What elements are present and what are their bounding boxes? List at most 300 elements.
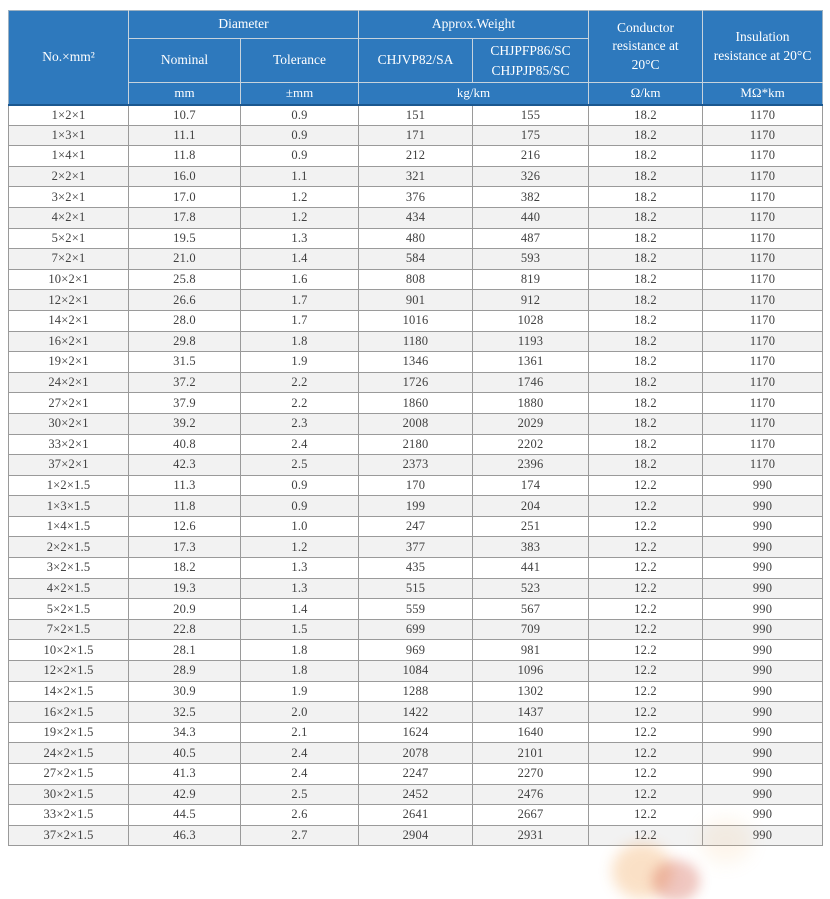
table-cell: 1170 — [703, 290, 823, 311]
table-cell: 19.3 — [129, 578, 241, 599]
table-cell: 24×2×1 — [9, 372, 129, 393]
table-cell: 2.0 — [241, 702, 359, 723]
table-cell: 155 — [473, 105, 589, 126]
table-row — [9, 805, 823, 826]
table-cell: 699 — [359, 619, 473, 640]
table-cell: 990 — [703, 578, 823, 599]
table-cell: 808 — [359, 269, 473, 290]
table-cell: 990 — [703, 681, 823, 702]
table-cell: 5×2×1.5 — [9, 599, 129, 620]
table-cell: 1.3 — [241, 228, 359, 249]
table-cell: 2.4 — [241, 743, 359, 764]
table-row — [9, 784, 823, 805]
table-cell: 2270 — [473, 764, 589, 785]
table-cell: 1170 — [703, 249, 823, 270]
table-cell: 18.2 — [589, 228, 703, 249]
table-cell: 16.0 — [129, 166, 241, 187]
table-cell: 42.9 — [129, 784, 241, 805]
table-cell: 1028 — [473, 310, 589, 331]
table-row — [9, 105, 823, 126]
table-cell: 0.9 — [241, 125, 359, 146]
header-insulation-resistance: Insulation resistance at 20°C — [703, 11, 823, 83]
table-cell: 28.9 — [129, 661, 241, 682]
table-cell: 18.2 — [589, 372, 703, 393]
table-cell: 1624 — [359, 722, 473, 743]
table-cell: 2373 — [359, 455, 473, 476]
header-tolerance: Tolerance — [241, 39, 359, 83]
table-cell: 1096 — [473, 661, 589, 682]
table-cell: 1×4×1.5 — [9, 516, 129, 537]
table-cell: 440 — [473, 207, 589, 228]
table-cell: 14×2×1 — [9, 310, 129, 331]
unit-kg-km: kg/km — [359, 83, 589, 105]
table-row — [9, 599, 823, 620]
table-cell: 42.3 — [129, 455, 241, 476]
table-cell: 204 — [473, 496, 589, 517]
table-cell: 1.9 — [241, 681, 359, 702]
table-cell: 199 — [359, 496, 473, 517]
table-cell: 1170 — [703, 166, 823, 187]
table-cell: 151 — [359, 105, 473, 126]
table-cell: 1170 — [703, 187, 823, 208]
table-cell: 1288 — [359, 681, 473, 702]
table-cell: 12.6 — [129, 516, 241, 537]
unit-mohm-km: MΩ*km — [703, 83, 823, 105]
table-cell: 7×2×1.5 — [9, 619, 129, 640]
table-cell: 523 — [473, 578, 589, 599]
table-cell: 30×2×1.5 — [9, 784, 129, 805]
header-model-chjpfp86 — [473, 39, 589, 83]
table-row — [9, 661, 823, 682]
table-cell: 1170 — [703, 105, 823, 126]
table-cell: 12.2 — [589, 702, 703, 723]
table-row — [9, 249, 823, 270]
table-cell: 33×2×1.5 — [9, 805, 129, 826]
table-cell: 1.7 — [241, 310, 359, 331]
table-cell: 5×2×1 — [9, 228, 129, 249]
table-cell: 44.5 — [129, 805, 241, 826]
table-cell: 28.0 — [129, 310, 241, 331]
table-cell: 990 — [703, 702, 823, 723]
table-cell: 18.2 — [589, 434, 703, 455]
table-cell: 37×2×1.5 — [9, 825, 129, 846]
table-cell: 383 — [473, 537, 589, 558]
table-cell: 2×2×1 — [9, 166, 129, 187]
table-cell: 174 — [473, 475, 589, 496]
table-cell: 16×2×1 — [9, 331, 129, 352]
table-body — [9, 105, 823, 846]
table-cell: 819 — [473, 269, 589, 290]
table-cell: 12.2 — [589, 784, 703, 805]
header-conductor-resistance: Conductor resistance at 20°C — [589, 11, 703, 83]
table-cell: 18.2 — [589, 249, 703, 270]
table-cell: 18.2 — [589, 146, 703, 167]
table-cell: 1084 — [359, 661, 473, 682]
table-cell: 41.3 — [129, 764, 241, 785]
table-cell: 1180 — [359, 331, 473, 352]
table-cell: 18.2 — [589, 413, 703, 434]
table-cell: 709 — [473, 619, 589, 640]
table-cell: 2667 — [473, 805, 589, 826]
table-cell: 559 — [359, 599, 473, 620]
table-row — [9, 187, 823, 208]
table-cell: 990 — [703, 537, 823, 558]
table-cell: 37.2 — [129, 372, 241, 393]
table-cell: 1193 — [473, 331, 589, 352]
table-cell: 46.3 — [129, 825, 241, 846]
table-cell: 12×2×1 — [9, 290, 129, 311]
table-cell: 30×2×1 — [9, 413, 129, 434]
table-row — [9, 516, 823, 537]
table-cell: 1×2×1 — [9, 105, 129, 126]
table-cell: 2247 — [359, 764, 473, 785]
table-cell: 17.8 — [129, 207, 241, 228]
table-cell: 12.2 — [589, 640, 703, 661]
watermark-blob — [652, 860, 700, 899]
table-cell: 12.2 — [589, 619, 703, 640]
table-row — [9, 166, 823, 187]
table-cell: 2931 — [473, 825, 589, 846]
table-cell: 1170 — [703, 146, 823, 167]
table-cell: 33×2×1 — [9, 434, 129, 455]
table-row — [9, 413, 823, 434]
table-cell: 2904 — [359, 825, 473, 846]
table-cell: 37.9 — [129, 393, 241, 414]
table-cell: 18.2 — [589, 290, 703, 311]
table-cell: 382 — [473, 187, 589, 208]
table-cell: 990 — [703, 496, 823, 517]
table-cell: 990 — [703, 722, 823, 743]
table-row — [9, 352, 823, 373]
table-cell: 22.8 — [129, 619, 241, 640]
table-cell: 584 — [359, 249, 473, 270]
table-cell: 480 — [359, 228, 473, 249]
table-cell: 969 — [359, 640, 473, 661]
table-cell: 0.9 — [241, 146, 359, 167]
table-cell: 12.2 — [589, 681, 703, 702]
table-cell: 18.2 — [589, 269, 703, 290]
table-cell: 27×2×1.5 — [9, 764, 129, 785]
table-cell: 18.2 — [129, 558, 241, 579]
table-cell: 321 — [359, 166, 473, 187]
table-row — [9, 125, 823, 146]
table-cell: 12.2 — [589, 475, 703, 496]
table-cell: 34.3 — [129, 722, 241, 743]
table-row — [9, 372, 823, 393]
table-cell: 18.2 — [589, 393, 703, 414]
table-cell: 1302 — [473, 681, 589, 702]
table-cell: 26.6 — [129, 290, 241, 311]
table-cell: 175 — [473, 125, 589, 146]
table-cell: 18.2 — [589, 125, 703, 146]
table-cell: 990 — [703, 558, 823, 579]
table-row — [9, 475, 823, 496]
table-cell: 515 — [359, 578, 473, 599]
table-cell: 1.2 — [241, 187, 359, 208]
table-cell: 10.7 — [129, 105, 241, 126]
table-cell: 12.2 — [589, 599, 703, 620]
table-cell: 1170 — [703, 352, 823, 373]
table-cell: 18.2 — [589, 105, 703, 126]
table-cell: 28.1 — [129, 640, 241, 661]
table-cell: 1170 — [703, 310, 823, 331]
table-cell: 990 — [703, 743, 823, 764]
table-cell: 1.4 — [241, 249, 359, 270]
table-cell: 2476 — [473, 784, 589, 805]
table-cell: 2641 — [359, 805, 473, 826]
table-cell: 2029 — [473, 413, 589, 434]
table-cell: 212 — [359, 146, 473, 167]
table-cell: 1×3×1.5 — [9, 496, 129, 517]
table-cell: 1.2 — [241, 207, 359, 228]
table-cell: 2202 — [473, 434, 589, 455]
table-cell: 12.2 — [589, 825, 703, 846]
table-cell: 1880 — [473, 393, 589, 414]
table-cell: 0.9 — [241, 496, 359, 517]
table-cell: 40.8 — [129, 434, 241, 455]
table-row — [9, 269, 823, 290]
table-cell: 12.2 — [589, 578, 703, 599]
table-cell: 11.8 — [129, 146, 241, 167]
table-cell: 18.2 — [589, 310, 703, 331]
table-cell: 12.2 — [589, 537, 703, 558]
table-cell: 19×2×1 — [9, 352, 129, 373]
table-cell: 30.9 — [129, 681, 241, 702]
table-cell: 17.0 — [129, 187, 241, 208]
table-cell: 17.3 — [129, 537, 241, 558]
table-cell: 2008 — [359, 413, 473, 434]
table-cell: 12.2 — [589, 558, 703, 579]
table-cell: 2×2×1.5 — [9, 537, 129, 558]
table-cell: 326 — [473, 166, 589, 187]
header-model-line2: CHJPJP85/SC — [491, 62, 570, 78]
table-row — [9, 764, 823, 785]
table-row — [9, 331, 823, 352]
table-cell: 18.2 — [589, 166, 703, 187]
table-row — [9, 743, 823, 764]
table-cell: 901 — [359, 290, 473, 311]
table-row — [9, 558, 823, 579]
table-cell: 1016 — [359, 310, 473, 331]
table-cell: 1170 — [703, 228, 823, 249]
table-row — [9, 207, 823, 228]
table-cell: 1.8 — [241, 661, 359, 682]
table-cell: 7×2×1 — [9, 249, 129, 270]
table-cell: 377 — [359, 537, 473, 558]
table-cell: 981 — [473, 640, 589, 661]
table-cell: 990 — [703, 619, 823, 640]
table-cell: 1.7 — [241, 290, 359, 311]
table-cell: 0.9 — [241, 475, 359, 496]
table-header — [9, 11, 823, 105]
table-cell: 2.2 — [241, 393, 359, 414]
table-cell: 1.8 — [241, 331, 359, 352]
table-cell: 247 — [359, 516, 473, 537]
table-row — [9, 640, 823, 661]
table-cell: 27×2×1 — [9, 393, 129, 414]
unit-mm: mm — [129, 83, 241, 105]
table-cell: 1.3 — [241, 558, 359, 579]
table-cell: 12.2 — [589, 516, 703, 537]
table-cell: 990 — [703, 599, 823, 620]
table-cell: 4×2×1.5 — [9, 578, 129, 599]
table-cell: 2.4 — [241, 764, 359, 785]
table-cell: 2.7 — [241, 825, 359, 846]
table-row — [9, 722, 823, 743]
table-cell: 1.2 — [241, 537, 359, 558]
table-cell: 1.8 — [241, 640, 359, 661]
table-row — [9, 290, 823, 311]
table-cell: 2.4 — [241, 434, 359, 455]
table-cell: 29.8 — [129, 331, 241, 352]
table-cell: 990 — [703, 640, 823, 661]
table-cell: 434 — [359, 207, 473, 228]
header-no-mm2: No.×mm² — [9, 11, 129, 105]
table-cell: 0.9 — [241, 105, 359, 126]
table-cell: 2452 — [359, 784, 473, 805]
table-cell: 1.0 — [241, 516, 359, 537]
table-cell: 19×2×1.5 — [9, 722, 129, 743]
table-cell: 990 — [703, 475, 823, 496]
table-cell: 990 — [703, 784, 823, 805]
table-cell: 376 — [359, 187, 473, 208]
table-cell: 4×2×1 — [9, 207, 129, 228]
header-diameter: Diameter — [129, 11, 359, 39]
table-cell: 1422 — [359, 702, 473, 723]
table-cell: 18.2 — [589, 187, 703, 208]
table-cell: 1170 — [703, 125, 823, 146]
table-cell: 1726 — [359, 372, 473, 393]
table-cell: 1170 — [703, 413, 823, 434]
table-cell: 1860 — [359, 393, 473, 414]
header-approx-weight: Approx.Weight — [359, 11, 589, 39]
table-cell: 251 — [473, 516, 589, 537]
table-row — [9, 228, 823, 249]
table-row — [9, 825, 823, 846]
table-row — [9, 393, 823, 414]
table-cell: 32.5 — [129, 702, 241, 723]
table-cell: 12.2 — [589, 805, 703, 826]
table-cell: 1×4×1 — [9, 146, 129, 167]
table-cell: 1437 — [473, 702, 589, 723]
cable-spec-table — [8, 10, 823, 846]
table-cell: 11.3 — [129, 475, 241, 496]
table-row — [9, 146, 823, 167]
table-cell: 2396 — [473, 455, 589, 476]
table-cell: 1346 — [359, 352, 473, 373]
table-cell: 20.9 — [129, 599, 241, 620]
header-nominal: Nominal — [129, 39, 241, 83]
table-cell: 10×2×1 — [9, 269, 129, 290]
table-row — [9, 310, 823, 331]
table-cell: 31.5 — [129, 352, 241, 373]
table-cell: 25.8 — [129, 269, 241, 290]
table-cell: 2.5 — [241, 455, 359, 476]
table-cell: 18.2 — [589, 331, 703, 352]
table-cell: 1170 — [703, 372, 823, 393]
table-cell: 16×2×1.5 — [9, 702, 129, 723]
table-cell: 1.5 — [241, 619, 359, 640]
table-cell: 990 — [703, 805, 823, 826]
table-cell: 21.0 — [129, 249, 241, 270]
table-cell: 435 — [359, 558, 473, 579]
table-cell: 1.1 — [241, 166, 359, 187]
table-cell: 1746 — [473, 372, 589, 393]
table-cell: 1.4 — [241, 599, 359, 620]
table-cell: 11.1 — [129, 125, 241, 146]
table-cell: 18.2 — [589, 455, 703, 476]
table-cell: 1170 — [703, 207, 823, 228]
table-cell: 2.1 — [241, 722, 359, 743]
table-cell: 990 — [703, 764, 823, 785]
table-cell: 12.2 — [589, 764, 703, 785]
table-cell: 1.6 — [241, 269, 359, 290]
table-cell: 12.2 — [589, 743, 703, 764]
table-cell: 12×2×1.5 — [9, 661, 129, 682]
table-cell: 990 — [703, 825, 823, 846]
table-cell: 12.2 — [589, 722, 703, 743]
table-cell: 2101 — [473, 743, 589, 764]
table-cell: 37×2×1 — [9, 455, 129, 476]
header-model-chjvp82: CHJVP82/SA — [359, 39, 473, 83]
table-cell: 2180 — [359, 434, 473, 455]
table-row — [9, 537, 823, 558]
table-cell: 1170 — [703, 331, 823, 352]
table-cell: 3×2×1 — [9, 187, 129, 208]
unit-tolerance-mm: ±mm — [241, 83, 359, 105]
table-cell: 2.6 — [241, 805, 359, 826]
table-cell: 12.2 — [589, 661, 703, 682]
table-cell: 12.2 — [589, 496, 703, 517]
table-cell: 1361 — [473, 352, 589, 373]
table-cell: 1×2×1.5 — [9, 475, 129, 496]
table-cell: 14×2×1.5 — [9, 681, 129, 702]
table-cell: 1170 — [703, 269, 823, 290]
table-cell: 1640 — [473, 722, 589, 743]
table-row — [9, 619, 823, 640]
table-row — [9, 681, 823, 702]
table-row — [9, 578, 823, 599]
table-cell: 1.9 — [241, 352, 359, 373]
table-cell: 2078 — [359, 743, 473, 764]
table-row — [9, 702, 823, 723]
table-cell: 912 — [473, 290, 589, 311]
table-cell: 3×2×1.5 — [9, 558, 129, 579]
table-cell: 1170 — [703, 455, 823, 476]
table-cell: 18.2 — [589, 352, 703, 373]
table-cell: 19.5 — [129, 228, 241, 249]
table-cell: 567 — [473, 599, 589, 620]
table-cell: 2.5 — [241, 784, 359, 805]
table-cell: 171 — [359, 125, 473, 146]
table-cell: 990 — [703, 661, 823, 682]
table-cell: 216 — [473, 146, 589, 167]
table-cell: 170 — [359, 475, 473, 496]
table-cell: 487 — [473, 228, 589, 249]
watermark-blob — [612, 843, 672, 899]
table-row — [9, 434, 823, 455]
table-cell: 1×3×1 — [9, 125, 129, 146]
table-cell: 2.2 — [241, 372, 359, 393]
table-cell: 11.8 — [129, 496, 241, 517]
table-cell: 990 — [703, 516, 823, 537]
table-cell: 441 — [473, 558, 589, 579]
table-cell: 10×2×1.5 — [9, 640, 129, 661]
table-cell: 1170 — [703, 434, 823, 455]
table-row — [9, 496, 823, 517]
table-cell: 24×2×1.5 — [9, 743, 129, 764]
table-cell: 18.2 — [589, 207, 703, 228]
